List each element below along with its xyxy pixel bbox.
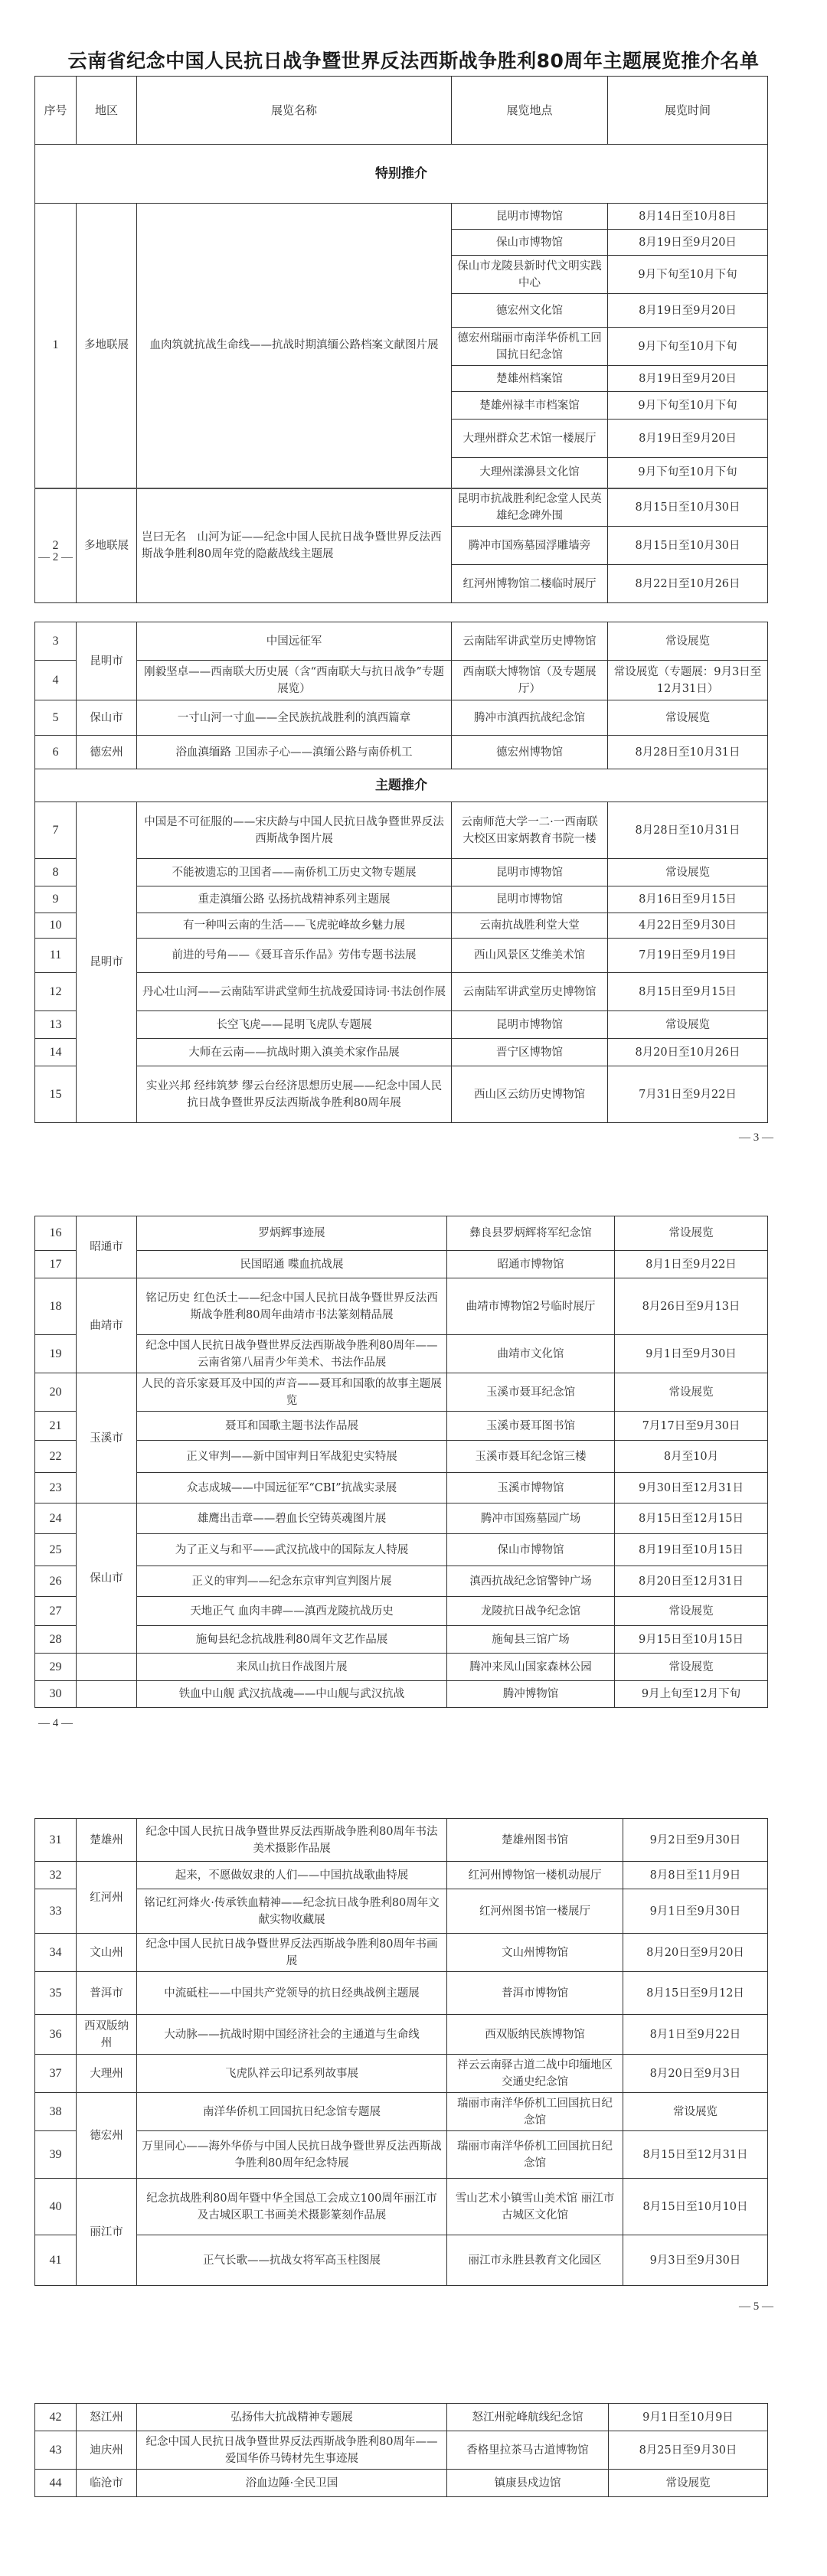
cell-venue: 西南联大博物馆（及专题展厅）	[452, 661, 608, 700]
table-header-row	[35, 77, 768, 145]
header-name: 展览名称	[137, 77, 452, 145]
table-row	[35, 2235, 768, 2286]
table-row	[35, 2431, 768, 2470]
cell-time: 8月20日至12月31日	[615, 1566, 768, 1597]
table-row	[35, 886, 768, 913]
table-row	[35, 913, 768, 939]
cell-name: 来凤山抗日作战图片展	[137, 1654, 447, 1681]
cell-name: 纪念中国人民抗日战争暨世界反法西斯战争胜利80周年——爱国华侨马铸材先生事迹展	[137, 2431, 447, 2470]
cell-venue: 腾冲市滇西抗战纪念馆	[452, 700, 608, 736]
cell-venue: 瑞丽市南洋华侨机工回国抗日纪念馆	[447, 2093, 623, 2131]
cell-venue: 昆明市博物馆	[452, 859, 608, 886]
cell-name: 人民的音乐家聂耳及中国的声音——聂耳和国歌的故事主题展览	[137, 1373, 447, 1412]
cell-no: 26	[35, 1566, 77, 1597]
cell-time: 8月15日至10月30日	[608, 527, 768, 565]
cell-name: 岂曰无名 山河为证——纪念中国人民抗日战争暨世界反法西斯战争胜利80周年党的隐蔽战线主题展	[137, 488, 452, 603]
table-row	[35, 2179, 768, 2235]
cell-venue: 文山州博物馆	[447, 1934, 623, 1972]
cell-name: 施甸县纪念抗战胜利80周年文艺作品展	[137, 1626, 447, 1654]
page-number: — 5 —	[739, 2300, 773, 2313]
table-row	[35, 1066, 768, 1123]
cell-name: 浴血滇缅路 卫国赤子心——滇缅公路与南侨机工	[137, 736, 452, 769]
cell-time: 8月1日至9月22日	[623, 2015, 768, 2055]
cell-time: 9月上旬至12月下旬	[615, 1681, 768, 1708]
exhibition-table	[34, 76, 768, 603]
cell-no: 20	[35, 1373, 77, 1412]
cell-venue: 腾冲来凤山国家森林公园	[447, 1654, 615, 1681]
cell-venue: 楚雄州图书馆	[447, 1819, 623, 1862]
cell-region: 西双版纳州	[77, 2015, 137, 2055]
cell-name: 弘扬伟大抗战精神专题展	[137, 2404, 447, 2431]
cell-no: 10	[35, 913, 77, 939]
exhibition-table	[34, 1216, 768, 1708]
section-title: 特别推介	[35, 145, 768, 204]
table-row	[35, 1441, 768, 1473]
table-row	[35, 1862, 768, 1889]
table-row	[35, 2015, 768, 2055]
table-row	[35, 939, 768, 973]
cell-region: 楚雄州	[77, 1819, 137, 1862]
cell-no: 16	[35, 1216, 77, 1251]
cell-no: 27	[35, 1597, 77, 1626]
cell-name: 铭记红河烽火·传承铁血精神——纪念抗日战争胜利80周年文献实物收藏展	[137, 1889, 447, 1934]
cell-name: 南洋华侨机工回国抗日纪念馆专题展	[137, 2093, 447, 2131]
header-venue: 展览地点	[452, 77, 608, 145]
table-segment-page-2	[34, 76, 767, 603]
cell-time: 8月28日至10月31日	[608, 736, 768, 769]
table-row	[35, 1251, 768, 1278]
cell-no: 24	[35, 1503, 77, 1534]
cell-name: 众志成城——中国远征军“CBI”抗战实录展	[137, 1473, 447, 1503]
cell-time: 8月1日至9月22日	[615, 1251, 768, 1278]
cell-no: 40	[35, 2179, 77, 2235]
cell-name: 刚毅坚卓——西南联大历史展（含“西南联大与抗日战争”专题展览）	[137, 661, 452, 700]
table-row	[35, 1681, 768, 1708]
cell-name: 铭记历史 红色沃土——纪念中国人民抗日战争暨世界反法西斯战争胜利80周年曲靖市书法篆刻精品展	[137, 1278, 447, 1335]
cell-no: 44	[35, 2470, 77, 2497]
cell-venue: 镇康县戍边馆	[447, 2470, 609, 2497]
cell-time: 常设展览	[615, 1373, 768, 1412]
cell-no: 2	[35, 488, 77, 603]
cell-no: 39	[35, 2131, 77, 2179]
cell-no: 11	[35, 939, 77, 973]
document-title: 云南省纪念中国人民抗日战争暨世界反法西斯战争胜利80周年主题展览推介名单	[67, 50, 760, 72]
cell-name: 罗炳辉事迹展	[137, 1216, 447, 1251]
cell-no: 18	[35, 1278, 77, 1335]
cell-no: 9	[35, 886, 77, 913]
cell-venue: 红河州博物馆一楼机动展厅	[447, 1862, 623, 1889]
table-row	[35, 2404, 768, 2431]
cell-time: 常设展览	[609, 2470, 768, 2497]
cell-no: 3	[35, 622, 77, 661]
cell-time: 8月19日至9月20日	[608, 294, 768, 328]
cell-time: 8月20日至10月26日	[608, 1039, 768, 1066]
cell-time: 9月下旬至10月下旬	[608, 256, 768, 294]
cell-time: 8月15日至12月31日	[623, 2131, 768, 2179]
table-row	[35, 2131, 768, 2179]
table-row	[35, 1654, 768, 1681]
table-row	[35, 1626, 768, 1654]
cell-time: 9月下旬至10月下旬	[608, 458, 768, 488]
cell-time: 8月15日至10月10日	[623, 2179, 768, 2235]
cell-venue: 曲靖市博物馆2号临时展厅	[447, 1278, 615, 1335]
cell-region: 玉溪市	[77, 1373, 137, 1503]
cell-venue: 昆明市博物馆	[452, 204, 608, 230]
cell-name: 中国远征军	[137, 622, 452, 661]
cell-time: 常设展览	[608, 1011, 768, 1039]
cell-venue: 祥云云南驿古道二战中印缅地区交通史纪念馆	[447, 2055, 623, 2093]
cell-venue: 玉溪市聂耳纪念馆	[447, 1373, 615, 1412]
table-row	[35, 204, 768, 230]
cell-no: 36	[35, 2015, 77, 2055]
cell-time: 8月16日至9月15日	[608, 886, 768, 913]
cell-venue: 大理州漾濞县文化馆	[452, 458, 608, 488]
cell-venue: 晋宁区博物馆	[452, 1039, 608, 1066]
table-row	[35, 2470, 768, 2497]
cell-time: 8月19日至9月20日	[608, 420, 768, 458]
cell-venue: 玉溪市聂耳纪念馆三楼	[447, 1441, 615, 1473]
cell-no: 43	[35, 2431, 77, 2470]
cell-venue: 施甸县三馆广场	[447, 1626, 615, 1654]
page-number: — 2 —	[38, 551, 73, 563]
cell-name: 为了正义与和平——武汉抗战中的国际友人特展	[137, 1534, 447, 1566]
cell-name: 前进的号角——《聂耳音乐作品》劳伟专题书法展	[137, 939, 452, 973]
cell-venue: 西山区云纺历史博物馆	[452, 1066, 608, 1123]
cell-time: 8月25日至9月30日	[609, 2431, 768, 2470]
cell-venue: 昆明市抗战胜利纪念堂人民英雄纪念碑外围	[452, 488, 608, 527]
cell-time: 8月15日至9月15日	[608, 973, 768, 1011]
table-row	[35, 1566, 768, 1597]
cell-time: 8月15日至9月12日	[623, 1972, 768, 2015]
cell-name: 不能被遗忘的卫国者——南侨机工历史文物专题展	[137, 859, 452, 886]
table-row	[35, 1216, 768, 1251]
cell-region: 迪庆州	[77, 2431, 137, 2470]
cell-name: 天地正气 血肉丰碑——滇西龙陵抗战历史	[137, 1597, 447, 1626]
cell-region: 德宏州	[77, 736, 137, 769]
cell-venue: 曲靖市文化馆	[447, 1335, 615, 1373]
cell-no: 38	[35, 2093, 77, 2131]
cell-region: 保山市	[77, 1503, 137, 1654]
cell-no: 22	[35, 1441, 77, 1473]
cell-region: 红河州	[77, 1862, 137, 1934]
table-segment-page-5	[34, 1818, 767, 2286]
cell-venue: 西山风景区艾维美术馆	[452, 939, 608, 973]
cell-time: 8月26日至9月13日	[615, 1278, 768, 1335]
cell-venue: 滇西抗战纪念馆警钟广场	[447, 1566, 615, 1597]
cell-name: 大动脉——抗战时期中国经济社会的主通道与生命线	[137, 2015, 447, 2055]
table-row	[35, 736, 768, 769]
page-number: — 4 —	[38, 1717, 73, 1729]
cell-time: 4月22日至9月30日	[608, 913, 768, 939]
cell-venue: 普洱市博物馆	[447, 1972, 623, 2015]
cell-time: 常设展览	[608, 700, 768, 736]
cell-region: 文山州	[77, 1934, 137, 1972]
cell-time: 7月31日至9月22日	[608, 1066, 768, 1123]
table-row	[35, 802, 768, 859]
cell-no: 23	[35, 1473, 77, 1503]
cell-time: 8月8日至11月9日	[623, 1862, 768, 1889]
cell-venue: 腾冲市国殇墓园浮雕墙旁	[452, 527, 608, 565]
cell-venue: 德宏州文化馆	[452, 294, 608, 328]
cell-venue: 昆明市博物馆	[452, 886, 608, 913]
cell-venue: 香格里拉茶马古道博物馆	[447, 2431, 609, 2470]
table-row	[35, 1473, 768, 1503]
cell-venue: 德宏州博物馆	[452, 736, 608, 769]
cell-time: 8月至10月	[615, 1441, 768, 1473]
cell-name: 正义的审判——纪念东京审判宣判图片展	[137, 1566, 447, 1597]
cell-no: 8	[35, 859, 77, 886]
cell-time: 8月14日至10月8日	[608, 204, 768, 230]
table-row	[35, 1335, 768, 1373]
cell-region: 德宏州	[77, 2093, 137, 2179]
exhibition-table	[34, 1818, 768, 2286]
cell-region: 临沧市	[77, 2470, 137, 2497]
cell-venue: 彝良县罗炳辉将军纪念馆	[447, 1216, 615, 1251]
table-row	[35, 1011, 768, 1039]
table-row	[35, 859, 768, 886]
cell-time: 9月下旬至10月下旬	[608, 392, 768, 420]
cell-time: 8月19日至9月20日	[608, 366, 768, 392]
section-row-special	[35, 145, 768, 204]
cell-venue: 昭通市博物馆	[447, 1251, 615, 1278]
cell-region: 昭通市	[77, 1216, 137, 1278]
cell-name: 一寸山河一寸血——全民族抗战胜利的滇西篇章	[137, 700, 452, 736]
cell-no: 6	[35, 736, 77, 769]
cell-no: 35	[35, 1972, 77, 2015]
cell-no: 31	[35, 1819, 77, 1862]
table-row	[35, 1597, 768, 1626]
cell-name: 万里同心——海外华侨与中国人民抗日战争暨世界反法西斯战争胜利80周年纪念特展	[137, 2131, 447, 2179]
table-segment-page-3	[34, 622, 767, 1123]
cell-time: 8月15日至12月15日	[615, 1503, 768, 1534]
cell-no: 29	[35, 1654, 77, 1681]
exhibition-table	[34, 622, 768, 1123]
cell-no: 14	[35, 1039, 77, 1066]
cell-region: 曲靖市	[77, 1278, 137, 1373]
cell-name: 大师在云南——抗战时期入滇美术家作品展	[137, 1039, 452, 1066]
cell-region: 大理州	[77, 2055, 137, 2093]
cell-region	[77, 1654, 137, 1681]
cell-time: 8月22日至10月26日	[608, 565, 768, 603]
cell-venue: 玉溪市聂耳图书馆	[447, 1412, 615, 1441]
cell-region: 昆明市	[77, 622, 137, 700]
cell-time: 8月28日至10月31日	[608, 802, 768, 859]
cell-name: 正义审判——新中国审判日军战犯史实特展	[137, 1441, 447, 1473]
cell-venue: 雪山艺术小镇雪山美术馆 丽江市古城区文化馆	[447, 2179, 623, 2235]
cell-time: 常设展览	[615, 1654, 768, 1681]
cell-name: 中流砥柱——中国共产党领导的抗日经典战例主题展	[137, 1972, 447, 2015]
cell-time: 常设展览（专题展：9月3日至12月31日）	[608, 661, 768, 700]
cell-time: 7月19日至9月19日	[608, 939, 768, 973]
cell-no: 25	[35, 1534, 77, 1566]
cell-name: 实业兴邦 经纬筑梦 缪云台经济思想历史展——纪念中国人民抗日战争暨世界反法西斯战争胜利80周年展	[137, 1066, 452, 1123]
table-row	[35, 1534, 768, 1566]
table-row	[35, 700, 768, 736]
table-segment-page-6	[34, 2403, 767, 2497]
cell-time: 8月19日至9月20日	[608, 230, 768, 256]
cell-venue: 瑞丽市南洋华侨机工回国抗日纪念馆	[447, 2131, 623, 2179]
cell-name: 浴血边陲·全民卫国	[137, 2470, 447, 2497]
cell-time: 8月20日至9月3日	[623, 2055, 768, 2093]
table-segment-page-4	[34, 1216, 767, 1708]
cell-no: 13	[35, 1011, 77, 1039]
table-row	[35, 1819, 768, 1862]
cell-time: 常设展览	[608, 859, 768, 886]
cell-no: 34	[35, 1934, 77, 1972]
cell-time: 9月1日至9月30日	[615, 1335, 768, 1373]
cell-no: 30	[35, 1681, 77, 1708]
cell-no: 17	[35, 1251, 77, 1278]
table-row	[35, 661, 768, 700]
cell-time: 9月30日至12月31日	[615, 1473, 768, 1503]
table-row	[35, 622, 768, 661]
cell-venue: 云南抗战胜利堂大堂	[452, 913, 608, 939]
header-time: 展览时间	[608, 77, 768, 145]
cell-time: 8月20日至9月20日	[623, 1934, 768, 1972]
header-region: 地区	[77, 77, 137, 145]
cell-name: 血肉筑就抗战生命线——抗战时期滇缅公路档案文献图片展	[137, 204, 452, 488]
cell-no: 28	[35, 1626, 77, 1654]
cell-no: 33	[35, 1889, 77, 1934]
cell-name: 丹心壮山河——云南陆军讲武堂师生抗战爱国诗词·书法创作展	[137, 973, 452, 1011]
cell-time: 9月3日至9月30日	[623, 2235, 768, 2286]
cell-venue: 云南师范大学一二·一西南联大校区田家炳教育书院一楼	[452, 802, 608, 859]
cell-region: 多地联展	[77, 204, 137, 488]
cell-venue: 腾冲市国殇墓园广场	[447, 1503, 615, 1534]
cell-name: 中国是不可征服的——宋庆龄与中国人民抗日战争暨世界反法西斯战争图片展	[137, 802, 452, 859]
cell-venue: 德宏州瑞丽市南洋华侨机工回国抗日纪念馆	[452, 328, 608, 366]
cell-name: 重走滇缅公路 弘扬抗战精神系列主题展	[137, 886, 452, 913]
cell-name: 纪念中国人民抗日战争暨世界反法西斯战争胜利80周年——云南省第八届青少年美术、书法作品展	[137, 1335, 447, 1373]
cell-time: 常设展览	[623, 2093, 768, 2131]
cell-region: 多地联展	[77, 488, 137, 603]
table-row	[35, 1412, 768, 1441]
table-row	[35, 488, 768, 527]
cell-name: 铁血中山舰 武汉抗战魂——中山舰与武汉抗战	[137, 1681, 447, 1708]
cell-no: 4	[35, 661, 77, 700]
cell-time: 9月1日至9月30日	[623, 1889, 768, 1934]
cell-region: 普洱市	[77, 1972, 137, 2015]
cell-time: 8月15日至10月30日	[608, 488, 768, 527]
cell-venue: 腾冲博物馆	[447, 1681, 615, 1708]
cell-time: 常设展览	[608, 622, 768, 661]
cell-name: 长空飞虎——昆明飞虎队专题展	[137, 1011, 452, 1039]
cell-name: 起来，不愿做奴隶的人们——中国抗战歌曲特展	[137, 1862, 447, 1889]
table-row	[35, 1373, 768, 1412]
table-row	[35, 1039, 768, 1066]
table-row	[35, 1934, 768, 1972]
table-row	[35, 2055, 768, 2093]
cell-region	[77, 1681, 137, 1708]
cell-no: 5	[35, 700, 77, 736]
cell-venue: 保山市博物馆	[447, 1534, 615, 1566]
cell-name: 纪念抗战胜利80周年暨中华全国总工会成立100周年丽江市及古城区职工书画美术摄影篆刻作品展	[137, 2179, 447, 2235]
cell-time: 8月19日至10月15日	[615, 1534, 768, 1566]
cell-venue: 云南陆军讲武堂历史博物馆	[452, 973, 608, 1011]
cell-region: 昆明市	[77, 802, 137, 1123]
cell-time: 9月2日至9月30日	[623, 1819, 768, 1862]
cell-no: 41	[35, 2235, 77, 2286]
table-row	[35, 1972, 768, 2015]
cell-no: 12	[35, 973, 77, 1011]
cell-venue: 大理州群众艺术馆一楼展厅	[452, 420, 608, 458]
exhibition-table	[34, 2403, 768, 2497]
cell-venue: 云南陆军讲武堂历史博物馆	[452, 622, 608, 661]
cell-no: 1	[35, 204, 77, 488]
cell-venue: 红河州图书馆一楼展厅	[447, 1889, 623, 1934]
cell-venue: 保山市博物馆	[452, 230, 608, 256]
cell-time: 常设展览	[615, 1597, 768, 1626]
cell-venue: 龙陵抗日战争纪念馆	[447, 1597, 615, 1626]
cell-venue: 红河州博物馆二楼临时展厅	[452, 565, 608, 603]
table-row	[35, 973, 768, 1011]
cell-no: 21	[35, 1412, 77, 1441]
cell-name: 飞虎队祥云印记系列故事展	[137, 2055, 447, 2093]
cell-name: 纪念中国人民抗日战争暨世界反法西斯战争胜利80周年书画展	[137, 1934, 447, 1972]
cell-no: 7	[35, 802, 77, 859]
cell-no: 32	[35, 1862, 77, 1889]
cell-time: 9月15日至10月15日	[615, 1626, 768, 1654]
table-row	[35, 1889, 768, 1934]
cell-region: 怒江州	[77, 2404, 137, 2431]
cell-no: 15	[35, 1066, 77, 1123]
section-row-theme	[35, 769, 768, 802]
cell-no: 19	[35, 1335, 77, 1373]
cell-venue: 昆明市博物馆	[452, 1011, 608, 1039]
cell-venue: 怒江州驼峰航线纪念馆	[447, 2404, 609, 2431]
cell-venue: 玉溪市博物馆	[447, 1473, 615, 1503]
cell-time: 9月1日至10月9日	[609, 2404, 768, 2431]
cell-no: 37	[35, 2055, 77, 2093]
cell-venue: 丽江市永胜县教育文化园区	[447, 2235, 623, 2286]
cell-region: 丽江市	[77, 2179, 137, 2286]
table-row	[35, 1278, 768, 1335]
cell-name: 聂耳和国歌主题书法作品展	[137, 1412, 447, 1441]
cell-time: 9月下旬至10月下旬	[608, 328, 768, 366]
cell-name: 民国昭通 喋血抗战展	[137, 1251, 447, 1278]
cell-name: 雄鹰出击章——碧血长空铸英魂图片展	[137, 1503, 447, 1534]
cell-time: 7月17日至9月30日	[615, 1412, 768, 1441]
cell-no: 42	[35, 2404, 77, 2431]
cell-venue: 西双版纳民族博物馆	[447, 2015, 623, 2055]
table-row	[35, 2093, 768, 2131]
page-number: — 3 —	[739, 1131, 773, 1144]
cell-name: 正气长歌——抗战女将军高玉柱图展	[137, 2235, 447, 2286]
cell-time: 常设展览	[615, 1216, 768, 1251]
cell-venue: 保山市龙陵县新时代文明实践中心	[452, 256, 608, 294]
table-row	[35, 1503, 768, 1534]
section-title: 主题推介	[35, 769, 768, 802]
cell-region: 保山市	[77, 700, 137, 736]
cell-venue: 楚雄州档案馆	[452, 366, 608, 392]
cell-name: 纪念中国人民抗日战争暨世界反法西斯战争胜利80周年书法美术摄影作品展	[137, 1819, 447, 1862]
cell-venue: 楚雄州禄丰市档案馆	[452, 392, 608, 420]
header-no: 序号	[35, 77, 77, 145]
cell-name: 有一种叫云南的生活——飞虎驼峰故乡魅力展	[137, 913, 452, 939]
